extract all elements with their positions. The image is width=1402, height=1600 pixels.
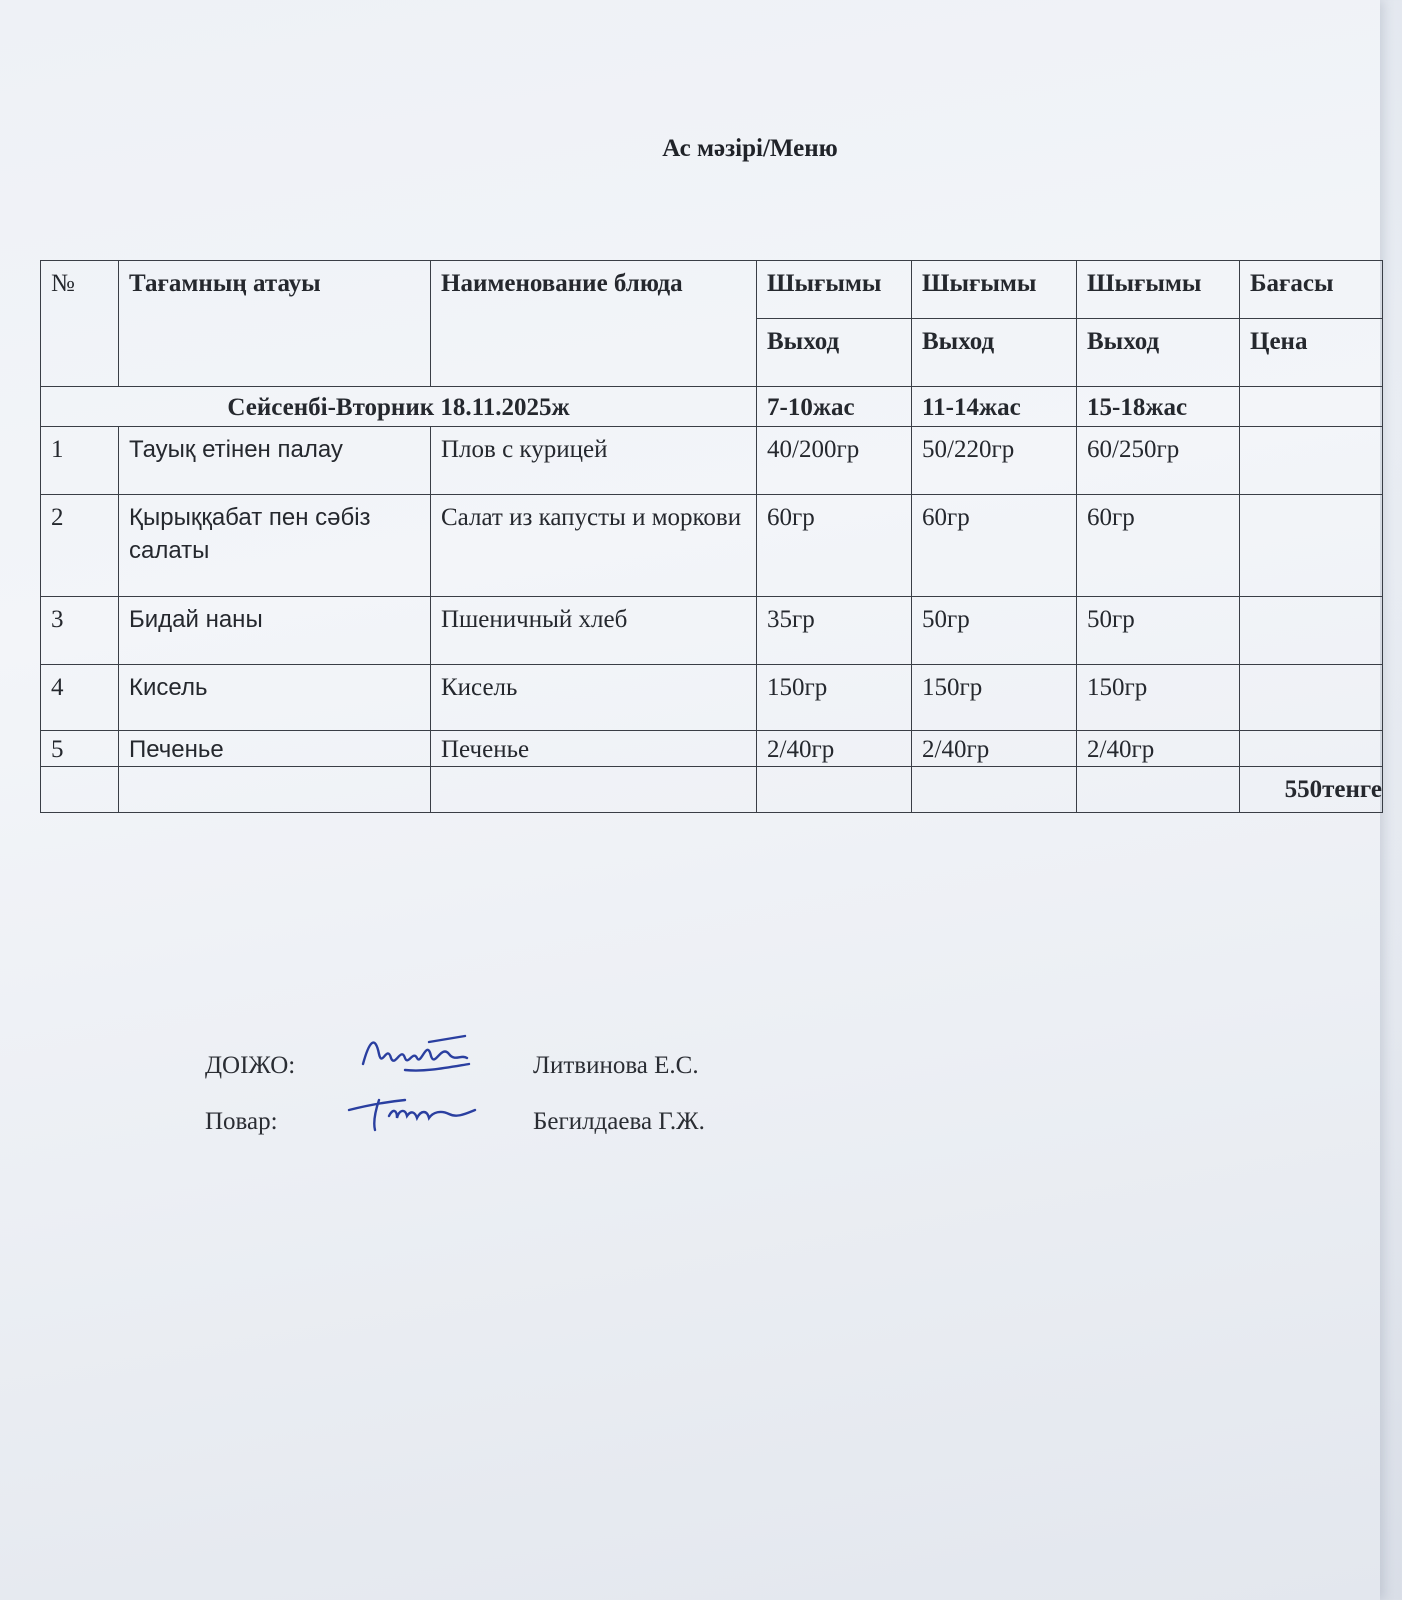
yield-11-14: 2/40гр <box>912 731 1077 767</box>
yield-15-18: 2/40гр <box>1077 731 1240 767</box>
handwritten-signature-icon <box>345 1024 485 1084</box>
dish-name-kz: Кисель <box>119 665 431 731</box>
date-label: Сейсенбі-Вторник 18.11.2025ж <box>41 387 757 427</box>
header-output-3: Выход <box>1077 319 1240 387</box>
total-empty-cell <box>431 767 757 813</box>
header-name-kz: Тағамның атауы <box>119 261 431 387</box>
yield-15-18: 60гр <box>1077 495 1240 597</box>
header-output-2: Выход <box>912 319 1077 387</box>
yield-11-14: 50/220гр <box>912 427 1077 495</box>
price-cell <box>1240 731 1383 767</box>
signature-name: Литвинова Е.С. <box>533 1052 699 1079</box>
age-group-2: 11-14жас <box>912 387 1077 427</box>
yield-7-10: 150гр <box>757 665 912 731</box>
dish-name-ru: Плов с курицей <box>431 427 757 495</box>
total-empty-cell <box>912 767 1077 813</box>
row-number: 4 <box>41 665 119 731</box>
age-group-price-empty <box>1240 387 1383 427</box>
dish-name-kz: Тауық етінен палау <box>119 427 431 495</box>
row-number: 5 <box>41 731 119 767</box>
header-yield-1: Шығымы <box>757 261 912 319</box>
yield-11-14: 150гр <box>912 665 1077 731</box>
row-number: 2 <box>41 495 119 597</box>
table-row <box>41 495 1383 597</box>
age-group-3: 15-18жас <box>1077 387 1240 427</box>
table-row <box>41 731 1383 767</box>
dish-name-kz: Қырыққабат пен сәбіз салаты <box>119 495 431 597</box>
table-row <box>41 665 1383 731</box>
header-price-ru: Цена <box>1240 319 1383 387</box>
price-cell <box>1240 665 1383 731</box>
signature-block <box>205 1052 905 1164</box>
price-cell <box>1240 427 1383 495</box>
price-cell <box>1240 597 1383 665</box>
header-number: № <box>41 261 119 387</box>
yield-15-18: 60/250гр <box>1077 427 1240 495</box>
header-output-1: Выход <box>757 319 912 387</box>
signature-role: Повар: <box>205 1108 278 1135</box>
signature-name: Бегилдаева Г.Ж. <box>533 1108 705 1135</box>
yield-7-10: 60гр <box>757 495 912 597</box>
total-empty-cell <box>1077 767 1240 813</box>
total-price: 550тенге <box>1240 767 1383 813</box>
dish-name-ru: Кисель <box>431 665 757 731</box>
header-name-ru: Наименование блюда <box>431 261 757 387</box>
page-title: Ас мәзірі/Меню <box>662 135 838 162</box>
row-number: 1 <box>41 427 119 495</box>
signature-role: ДОІЖО: <box>205 1052 296 1079</box>
yield-7-10: 35гр <box>757 597 912 665</box>
yield-15-18: 50гр <box>1077 597 1240 665</box>
price-cell <box>1240 495 1383 597</box>
dish-name-kz: Печенье <box>119 731 431 767</box>
header-row <box>41 261 1383 319</box>
total-empty-cell <box>757 767 912 813</box>
header-yield-2: Шығымы <box>912 261 1077 319</box>
signature-row <box>205 1108 905 1164</box>
table-row <box>41 597 1383 665</box>
yield-11-14: 50гр <box>912 597 1077 665</box>
signature-row <box>205 1052 905 1108</box>
yield-7-10: 2/40гр <box>757 731 912 767</box>
dish-name-ru: Салат из капусты и моркови <box>431 495 757 597</box>
date-row <box>41 387 1383 427</box>
yield-11-14: 60гр <box>912 495 1077 597</box>
dish-name-ru: Печенье <box>431 731 757 767</box>
age-group-1: 7-10жас <box>757 387 912 427</box>
yield-15-18: 150гр <box>1077 665 1240 731</box>
dish-name-ru: Пшеничный хлеб <box>431 597 757 665</box>
header-yield-3: Шығымы <box>1077 261 1240 319</box>
table-row <box>41 427 1383 495</box>
total-empty-cell <box>119 767 431 813</box>
handwritten-signature-icon <box>345 1080 485 1140</box>
total-empty-cell <box>41 767 119 813</box>
row-number: 3 <box>41 597 119 665</box>
total-row <box>41 767 1383 813</box>
header-price: Бағасы <box>1240 261 1383 319</box>
yield-7-10: 40/200гр <box>757 427 912 495</box>
dish-name-kz: Бидай наны <box>119 597 431 665</box>
menu-table <box>40 260 1383 813</box>
